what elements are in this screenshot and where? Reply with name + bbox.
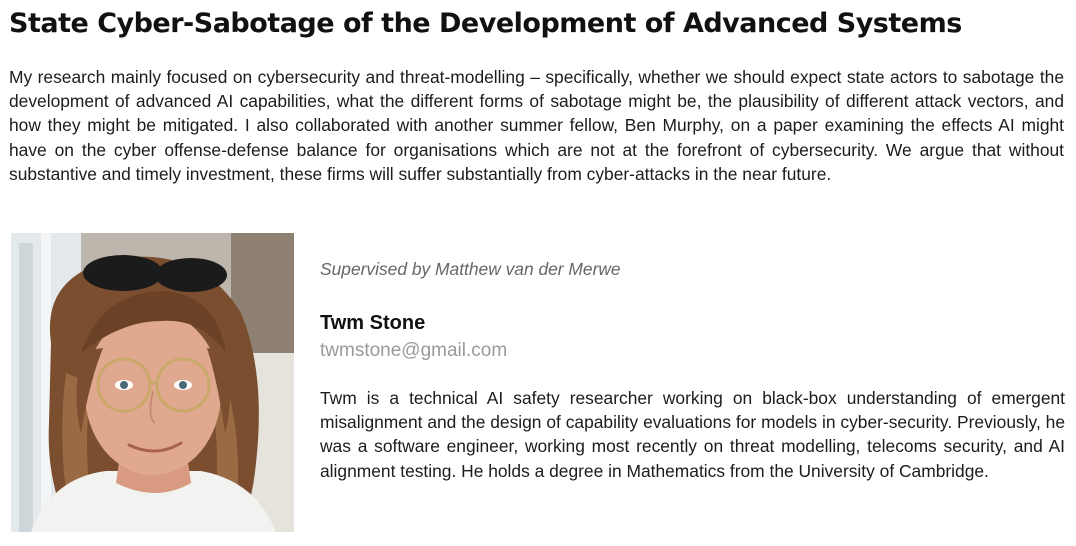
profile-panel	[320, 257, 1065, 483]
research-description: My research mainly focused on cybersecurity and threat-modelling – specifically, whether we should expect state actors to sabotage the development of advanced AI capabilities, what the different forms of sabotage might be, the plausibility of different attack vectors, and how they might be mitigated. I also collaborated with another summer fellow, Ben Murphy, on a paper examining the effects AI might have on the cyber offense-defense balance for organisations which are not at the forefront of cybersecurity. We argue that without substantive and timely investment, these firms will suffer substantially from cyber-attacks in the near future.	[9, 67, 1064, 184]
portrait-photo-icon	[11, 233, 294, 532]
page-title: State Cyber-Sabotage of the Development of Advanced Systems	[9, 8, 962, 39]
supervisor-line: Supervised by Matthew van der Merwe	[320, 259, 621, 279]
profile-photo	[11, 233, 294, 532]
person-bio: Twm is a technical AI safety researcher working on black-box understanding of emergent misalignment and the design of capability evaluations for models in cyber-security. Previously, he was a software engineer, working most recently on threat modelling, telecoms security, and AI alignment testing. He holds a degree in Mathematics from the University of Cambridge.	[320, 388, 1065, 481]
email-link[interactable]: twmstone@gmail.com	[320, 340, 508, 361]
person-name: Twm Stone	[320, 312, 426, 334]
